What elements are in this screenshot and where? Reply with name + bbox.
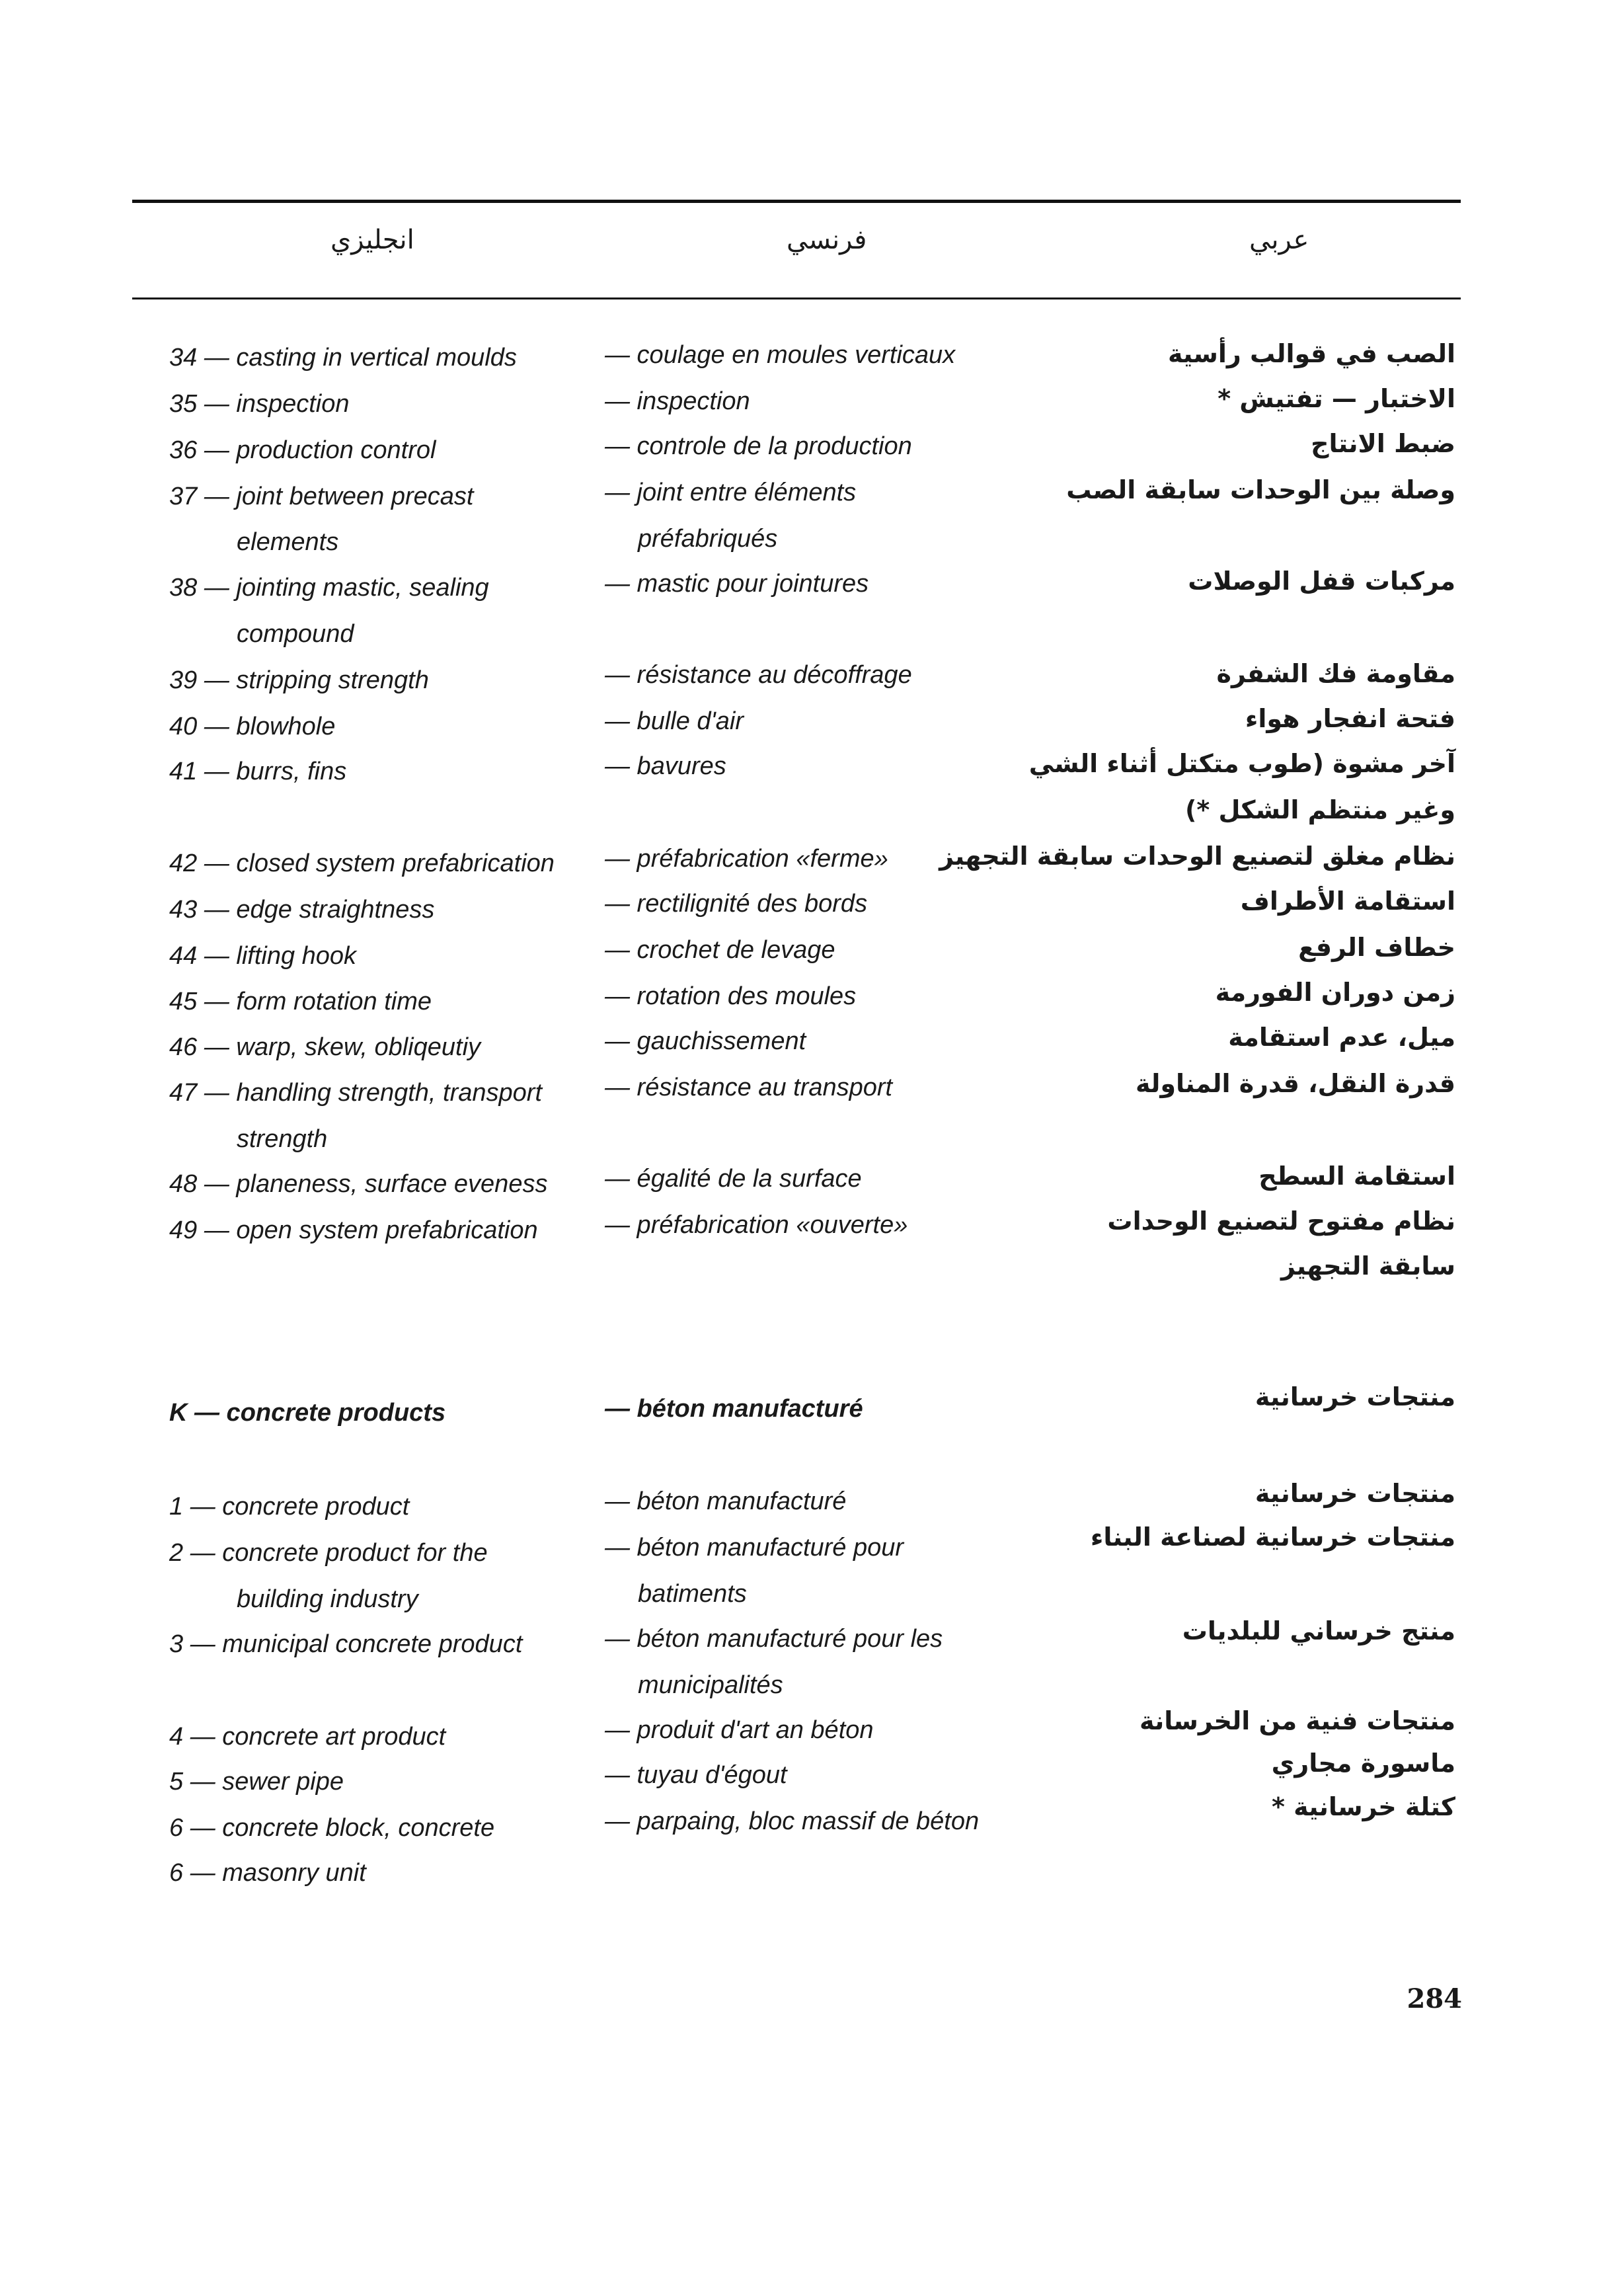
header-arabic: عربي: [1249, 225, 1309, 255]
entry-en: 6 — masonry unit: [169, 1859, 366, 1887]
entry-ar: نظام مغلق لتصنيع الوحدات سابقة التجهيز: [939, 842, 1455, 871]
entry-fr: — gauchissement: [605, 1027, 806, 1055]
entry-en: 46 — warp, skew, obliqeutiy: [169, 1033, 481, 1061]
entry-en: 41 — burrs, fins: [169, 758, 347, 785]
entry-ar: استقامة الأطراف: [1240, 887, 1455, 916]
section-heading-ar: منتجات خرسانية: [1255, 1382, 1455, 1411]
entry-en-continuation: building industry: [237, 1585, 418, 1613]
entry-en: 4 — concrete art product: [169, 1723, 446, 1751]
entry-fr: — résistance au décoffrage: [605, 661, 912, 689]
entry-ar: منتجات خرسانية لصناعة البناء: [1090, 1523, 1455, 1552]
entry-fr: — crochet de levage: [605, 936, 835, 964]
entry-ar: ماسورة مجاري: [1271, 1749, 1455, 1778]
entry-fr: — coulage en moules verticaux: [605, 341, 956, 369]
entry-en-continuation: strength: [237, 1125, 328, 1153]
entry-ar: استقامة السطح: [1258, 1162, 1455, 1191]
entry-ar: ميل، عدم استقامة: [1228, 1023, 1455, 1052]
entry-ar: منتج خرساني للبلديات: [1182, 1616, 1455, 1645]
top-rule: [132, 200, 1461, 203]
entry-fr: — parpaing, bloc massif de béton: [605, 1807, 980, 1835]
entry-fr: — bavures: [605, 752, 726, 780]
entry-ar: منتجات خرسانية: [1255, 1479, 1455, 1508]
section-heading-en: K — concrete products: [169, 1399, 446, 1427]
entry-ar: آخر مشوة (طوب متكتل أثناء الشي: [1028, 749, 1455, 778]
entry-fr: — produit d'art an béton: [605, 1716, 874, 1744]
entry-fr: — joint entre éléments: [605, 479, 857, 506]
entry-ar: خطاف الرفع: [1298, 933, 1455, 962]
entry-ar-continuation: سابقة التجهيز: [1281, 1251, 1455, 1281]
entry-en: 38 — jointing mastic, sealing: [169, 574, 489, 602]
entry-ar: وصلة بين الوحدات سابقة الصب: [1066, 475, 1455, 504]
entry-ar: مقاومة فك الشفرة: [1216, 659, 1455, 688]
header-french: فرنسي: [787, 225, 867, 255]
entry-en: 2 — concrete product for the: [169, 1539, 488, 1567]
entry-en: 3 — municipal concrete product: [169, 1630, 523, 1658]
entry-en: 45 — form rotation time: [169, 988, 432, 1015]
entry-fr-continuation: préfabriqués: [638, 525, 778, 553]
entry-en: 40 — blowhole: [169, 713, 336, 740]
entry-fr: — tuyau d'égout: [605, 1761, 787, 1789]
entry-ar: نظام مفتوح لتصنيع الوحدات: [1107, 1207, 1455, 1236]
entry-en: 5 — sewer pipe: [169, 1768, 344, 1796]
section-heading-fr: — béton manufacturé: [605, 1395, 863, 1423]
entry-fr: — préfabrication «ferme»: [605, 845, 888, 873]
entry-fr: — mastic pour jointures: [605, 570, 869, 598]
entry-fr: — rectilignité des bords: [605, 890, 868, 918]
entry-fr: — controle de la production: [605, 432, 912, 460]
entry-en: 48 — planeness, surface eveness: [169, 1170, 548, 1198]
entry-fr: — béton manufacturé: [605, 1487, 847, 1515]
entry-fr-continuation: municipalités: [638, 1671, 783, 1699]
entry-fr: — préfabrication «ouverte»: [605, 1211, 908, 1239]
page-number: 284: [1407, 1983, 1462, 2014]
entry-fr: — égalité de la surface: [605, 1165, 862, 1193]
entry-ar: فتحة انفجار هواء: [1245, 704, 1455, 733]
entry-ar: مركبات قفل الوصلات: [1188, 567, 1455, 596]
entry-fr-continuation: batiments: [638, 1580, 747, 1608]
entry-ar: منتجات فنية من الخرسانة: [1139, 1706, 1455, 1735]
entry-en: 36 — production control: [169, 436, 436, 464]
entry-fr: — béton manufacturé pour les: [605, 1625, 943, 1653]
entry-en-continuation: compound: [237, 620, 354, 648]
entry-ar: زمن دوران الفورمة: [1215, 978, 1455, 1007]
entry-en: 47 — handling strength, transport: [169, 1079, 543, 1107]
entry-en: 6 — concrete block, concrete: [169, 1814, 495, 1842]
entry-en: 35 — inspection: [169, 390, 350, 418]
entry-en: 1 — concrete product: [169, 1493, 410, 1521]
header-english: انجليزي: [330, 225, 414, 255]
entry-en: 34 — casting in vertical moulds: [169, 344, 517, 372]
entry-fr: — inspection: [605, 387, 750, 415]
entry-ar: الاختبار — تفتيش *: [1218, 384, 1455, 413]
entry-ar: ضبط الانتاج: [1311, 429, 1455, 458]
entry-en: 43 — edge straightness: [169, 896, 435, 924]
entry-en: 49 — open system prefabrication: [169, 1216, 538, 1244]
entry-fr: — bulle d'air: [605, 707, 744, 735]
entry-en: 37 — joint between precast: [169, 483, 474, 510]
entry-ar-continuation: وغير منتظم الشكل *): [1184, 795, 1455, 824]
entry-en: 44 — lifting hook: [169, 942, 357, 970]
entry-ar: الصب في قوالب رأسية: [1167, 339, 1455, 368]
entry-fr: — béton manufacturé pour: [605, 1534, 904, 1562]
header-rule: [132, 297, 1461, 299]
entry-en: 42 — closed system prefabrication: [169, 850, 555, 877]
entry-en-continuation: elements: [237, 528, 339, 556]
entry-en: 39 — stripping strength: [169, 666, 429, 694]
entry-ar: قدرة النقل، قدرة المناولة: [1136, 1069, 1455, 1098]
entry-fr: — résistance au transport: [605, 1074, 893, 1101]
entry-fr: — rotation des moules: [605, 982, 857, 1010]
entry-ar: كتلة خرسانية *: [1272, 1792, 1455, 1821]
